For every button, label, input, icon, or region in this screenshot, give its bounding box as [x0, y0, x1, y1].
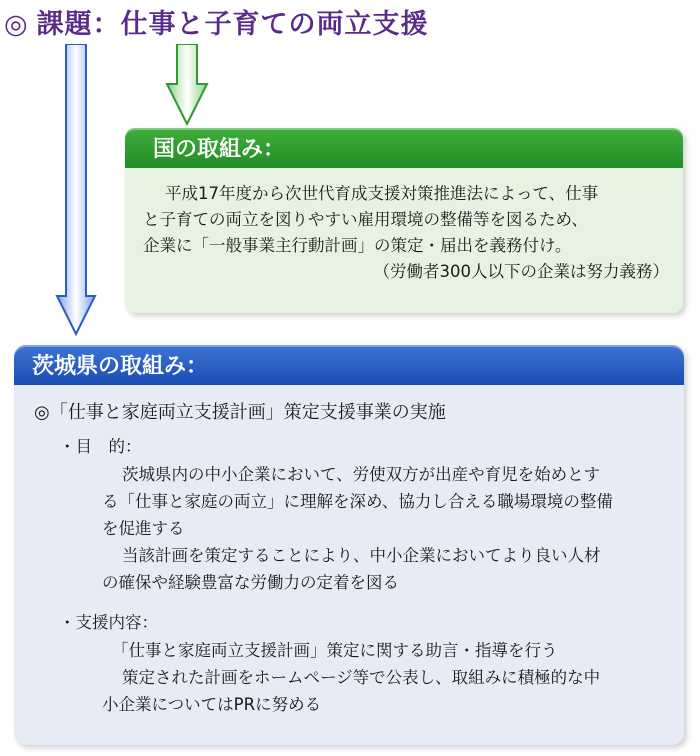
support-line: 「仕事と家庭両立支援計画」策定に関する助言・指導を行う [112, 641, 558, 660]
support-line: 策定された計画をホームページ等で公表し、取組みに積極的な中 [122, 668, 601, 687]
prefecture-heading: 茨城県の取組み： [32, 354, 209, 379]
national-description [143, 181, 673, 285]
support-label: ・支援内容： [59, 613, 158, 632]
prefecture-heading-bar [14, 345, 684, 385]
double-circle-mark: ◎ [4, 9, 29, 40]
prefecture-initiative-box [14, 345, 684, 745]
page-title [4, 2, 429, 38]
purpose-line: の確保や経験豊富な労働力の定着を図る [102, 573, 399, 592]
purpose-line: を促進する [102, 519, 185, 538]
support-line: 小企業についてはPRに努める [102, 695, 322, 714]
purpose-line: る「仕事と家庭の両立」に理解を深め、協力し合える職場環境の整備 [102, 492, 613, 511]
purpose-line: 茨城県内の中小企業において、労使双方が出産や育児を始めとす [122, 465, 601, 484]
purpose-line: 当該計画を策定することにより、中小企業においてより良い人材 [122, 546, 601, 565]
title-text: 課題：仕事と子育ての両立支援 [36, 9, 429, 40]
national-line: 平成17年度から次世代育成支援対策推進法によって、仕事 [165, 184, 599, 203]
main-item: ◎「仕事と家庭両立支援計画」策定支援事業の実施 [34, 402, 446, 423]
national-heading: 国の取組み： [153, 137, 286, 162]
purpose-label: ・目 的： [59, 437, 142, 456]
green-down-arrow-icon [165, 44, 209, 126]
national-note: （労働者300人以下の企業は努力義務） [373, 262, 669, 281]
national-heading-bar [125, 128, 683, 168]
national-line: 企業に「一般事業主行動計画」の策定・届出を義務付け。 [143, 236, 572, 255]
national-initiative-box [125, 128, 683, 313]
national-line: と子育ての両立を図りやすい雇用環境の整備等を図るため、 [143, 210, 588, 229]
blue-down-arrow-icon [55, 44, 97, 336]
